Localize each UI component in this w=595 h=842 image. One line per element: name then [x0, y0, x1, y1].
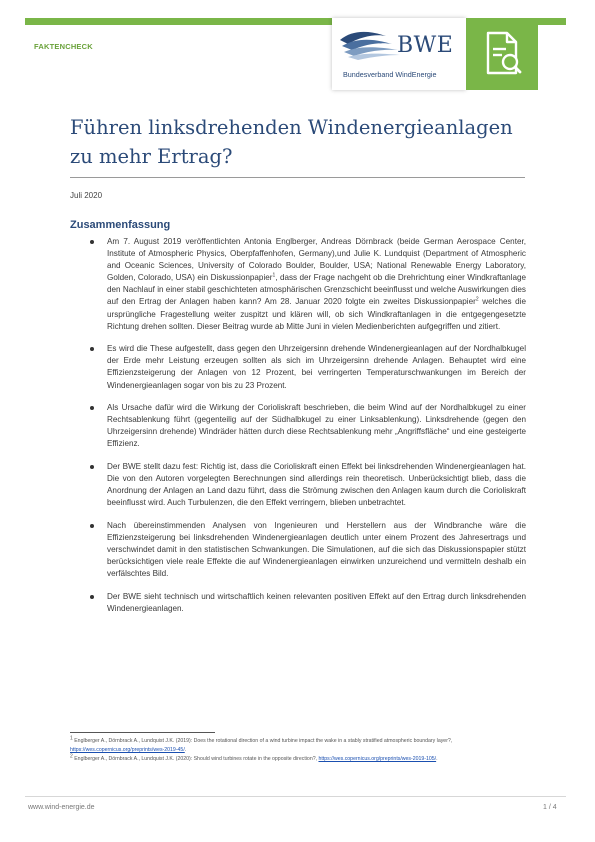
logo-subtitle: Bundesverband WindEnergie [343, 70, 437, 79]
list-item-text: Nach übereinstimmenden Analysen von Ingenieuren und Herstellern aus der Windbranche wäre die Effizienzsteigerung bei linksdrehenden Windenergieanlagen deutlich unter einem Prozent des Jahresertrags und verschwindet damit in den statistischen Schwankungen. Die Simulationen, auf die sich das Diskussionspapier stützt berücksichtigen viele reale Effekte die auf Windenergieanlagen einwirken unzureichend und vermitteln deshalb ein verfälschtes Bild. [107, 520, 526, 579]
footnote-tail: . [184, 746, 187, 753]
list-item [90, 236, 526, 333]
list-item-text: Der BWE stellt dazu fest: Richtig ist, dass die Corioliskraft einen Effekt bei linksdrehenden Windenergieanlagen hat. Die von den Autoren vorgelegten Berechnungen sind allerdings rein theoretisch. Unberücksichtigt blieb, dass die Anordnung der Anlagen an Land dazu führt, dass die Strömung zwischen den Anlagen kaum durch die Corioliskraft beeinflusst wird. Auch Turbulenzen, die den Effekt verringern, blieben unbetrachtet. [107, 462, 526, 508]
list-item [90, 402, 526, 450]
footnote-text: Englberger A., Dörnbrack A., Lundquist J.K. (2020): Should wind turbines rotate in the opposite direction?, [72, 755, 319, 762]
page-number: 1 / 4 [543, 804, 557, 811]
document-search-icon [466, 18, 538, 90]
list-item [90, 591, 526, 615]
list-item [90, 461, 526, 509]
document-search-icon-box [466, 18, 538, 90]
footer-url[interactable]: www.wind-energie.de [28, 804, 95, 811]
wind-wave-logo-icon [338, 26, 404, 66]
list-item-text: Am 7. August 2019 veröffentlichten Antonia Englberger, Andreas Dörnbrack (beide German Aerospace Center, Institute of Atmospheric Physics, Oberpfaffenhofen, Germany),und Julie K. Lundquist (Department of Atmospheric and Oceanic Sciences, University of Colorado Boulder, Boulder, USA; National Renewable Energy Laboratory, Golden, Colorado, USA) ein Diskussionpapier [107, 237, 526, 283]
list-item-text: Der BWE sieht technisch und wirtschaftlich keinen relevanten positiven Effekt auf den Ertrag durch linksdrehenden Windenergieanlagen. [107, 591, 526, 613]
footnote [70, 737, 526, 755]
footnote-tail: . [436, 755, 438, 762]
footnote-number: 1 [70, 735, 73, 742]
list-item-text: Es wird die These aufgestellt, dass gegen den Uhrzeigersinn drehende Windenergieanlagen auf der Nordhalbkugel der Erde mehr Leistung erzeugen sollten als sich im Uhrzeigersinn drehende Anlagen. Behauptet wird eine Effizienzsteigerung der Anlagen von 12 Prozent, bei verringerten Temperaturschwankungen im Bereich der Windenergieanlagen sogar von bis zu 23 Prozent. [107, 344, 526, 390]
title-divider [70, 177, 525, 178]
document-title: Führen linksdrehenden Windenergieanlagen zu mehr Ertrag? [70, 116, 513, 168]
list-item [90, 343, 526, 391]
footnotes [70, 737, 526, 763]
summary-list [90, 236, 526, 626]
list-item-text: Als Ursache dafür wird die Wirkung der Corioliskraft beschrieben, die beim Wind auf der Nordhalbkugel zu einer Rechtsablenkung führt (gegenteilig auf der Südhalbkugel zu einer Linksablenkung). Linksdrehende (gegen den Uhrzeigersinn drehende) Windräder hätten durch diese Rechtsablenkung mehr „Angriffsfläche“ und eine gesteigerte Effizienz. [107, 403, 526, 449]
footnote-ref[interactable]: 2 [475, 296, 479, 303]
footnote-separator [70, 732, 215, 733]
bwe-logo[interactable] [332, 18, 466, 90]
footnote-link[interactable]: https://wes.copernicus.org/preprints/wes-2019-45/ [70, 746, 185, 753]
list-item-text: welches die ursprüngliche Fragestellung weiter zuspitzt und klären will, ob sich Windkraftanlagen in die entgegengesetzte Richtung drehen sollten. Dieser Beitrag wurde ab Mitte Juni in vielen Medienberichten aufgegriffen und zitiert. [107, 297, 527, 331]
footnote-link[interactable]: https://wes.copernicus.org/preprints/wes-2019-105/ [318, 755, 437, 762]
list-item-text: , dass der Frage nachgeht ob die Drehrichtung einer Windkraftanlage den Nachlauf in einer stabil geschichteten atmosphärischen Grenzschicht beeinflusst und welche Auswirkungen dies auf den Ertrag der Anlagen haben kann? Am 28. Januar 2020 folgte ein zweites Diskussionpapier [107, 273, 527, 307]
footnote-text: Englberger A., Dörnbrack A., Lundquist J.K. (2019): Does the rotational direction of a wind turbine impact the wake in a stably stratified atmospheric boundary layer?, [72, 738, 453, 744]
document-date: Juli 2020 [70, 191, 103, 200]
footer-divider [25, 796, 566, 797]
category-label: FAKTENCHECK [34, 42, 93, 51]
footnote-number: 2 [70, 752, 73, 759]
footnote [70, 752, 526, 764]
footnote-ref[interactable]: 1 [272, 272, 276, 279]
list-item [90, 520, 526, 580]
section-heading: Zusammenfassung [70, 219, 171, 231]
logo-wordmark: BWE [397, 33, 454, 58]
